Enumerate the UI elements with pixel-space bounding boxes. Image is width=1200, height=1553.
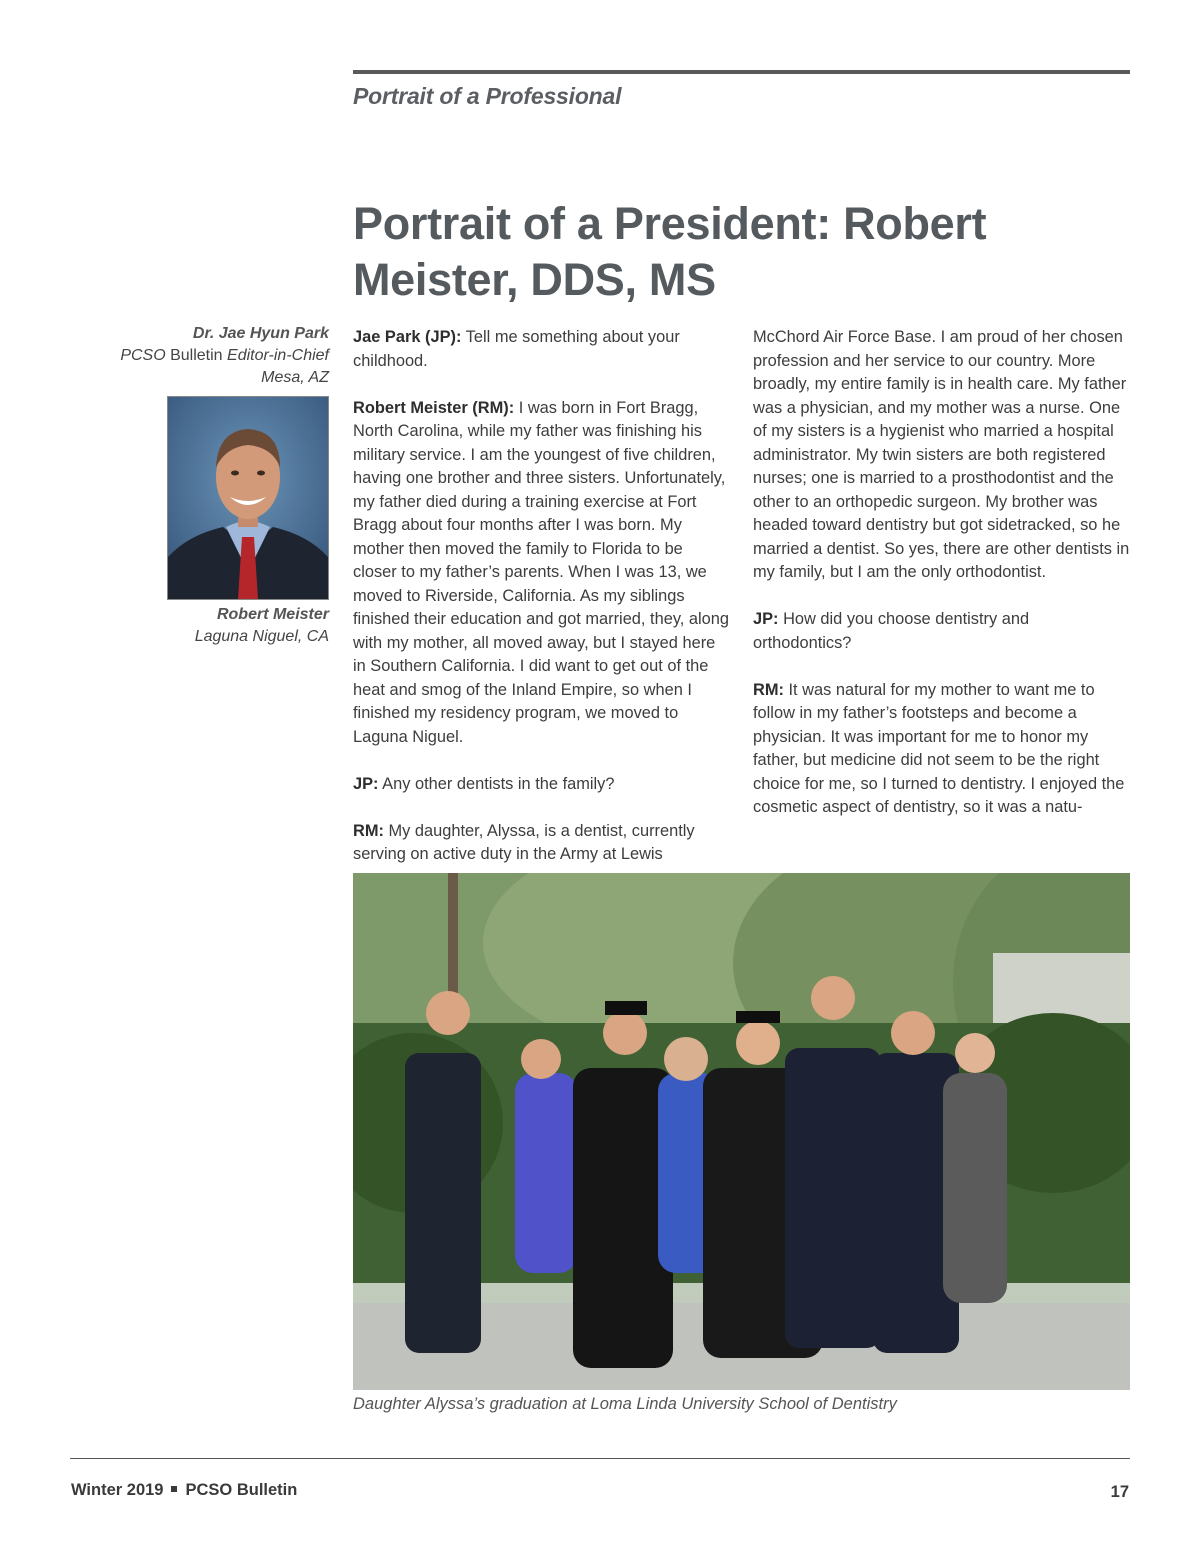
subject-location: Laguna Niguel, CA bbox=[194, 628, 329, 645]
author-role: PCSO Bulletin Editor-in-Chief bbox=[120, 347, 329, 364]
subject-name: Robert Meister bbox=[216, 606, 329, 623]
article-column-1 bbox=[353, 326, 731, 890]
header-rule bbox=[353, 70, 1130, 74]
author-location: Mesa, AZ bbox=[261, 369, 329, 386]
answer-paragraph-continued: McChord Air Force Base. I am proud of her chosen profession and her service to our country. More broadly, my entire family is in health care. My father was a physician, and my mother was a nurse. One of my sisters is a hygienist who married a hospital administrator. My twin sisters are both registered nurses; one is married to a prosthodontist and the other to an orthopedic surgeon. My brother was headed toward dentistry but got sidetracked, so he married a dentist. So yes, there are other dentists in my family, but I am the only orthodontist. bbox=[753, 328, 1130, 581]
author-byline bbox=[120, 323, 329, 389]
section-label: Portrait of a Professional bbox=[353, 83, 622, 109]
page-number: 17 bbox=[1110, 1483, 1129, 1501]
graduation-group-photo bbox=[353, 873, 1130, 1390]
headshot-caption bbox=[195, 604, 329, 648]
answer-paragraph: Robert Meister (RM): I was born in Fort Bragg, North Carolina, while my father was finishing his military service. I am the youngest of five children, having one brother and three sisters. Unfortunately, my father died during a training exercise at Fort Bragg about four months after I was born. My mother then moved the family to Florida to be closer to my father’s parents. When I was 13, we moved to Riverside, California. As my siblings finished their education and got married, they, along with my mother, all moved away, but I stayed here in Southern California. I did want to get out of the heat and smog of the Inland Empire, so when I finished my residency program, we moved to Laguna Niguel. bbox=[353, 398, 730, 746]
footer-issue: Winter 2019 PCSO Bulletin bbox=[71, 1481, 298, 1499]
group-photo-caption: Daughter Alyssa’s graduation at Loma Linda University School of Dentistry bbox=[353, 1395, 897, 1413]
question-paragraph: Jae Park (JP): Tell me something about your childhood. bbox=[353, 328, 680, 370]
headshot-photo bbox=[167, 396, 329, 600]
question-paragraph: JP: How did you choose dentistry and orthodontics? bbox=[753, 610, 1030, 652]
article-title: Portrait of a President: Robert Meister, DDS, MS bbox=[353, 198, 987, 305]
author-name: Dr. Jae Hyun Park bbox=[192, 325, 329, 342]
question-paragraph: JP: Any other dentists in the family? bbox=[353, 774, 615, 793]
answer-paragraph: RM: My daughter, Alyssa, is a dentist, currently serving on active duty in the Army at Lewis bbox=[353, 821, 695, 863]
square-bullet-icon bbox=[171, 1486, 177, 1492]
article-column-2 bbox=[753, 326, 1131, 843]
footer-rule bbox=[70, 1458, 1130, 1459]
answer-paragraph: RM: It was natural for my mother to want me to follow in my father’s footsteps and become a physician. It was important for me to honor my father, but medicine did not seem to be the right choice for me, so I turned to dentistry. I enjoyed the cosmetic aspect of dentistry, so it was a natu- bbox=[753, 680, 1125, 816]
